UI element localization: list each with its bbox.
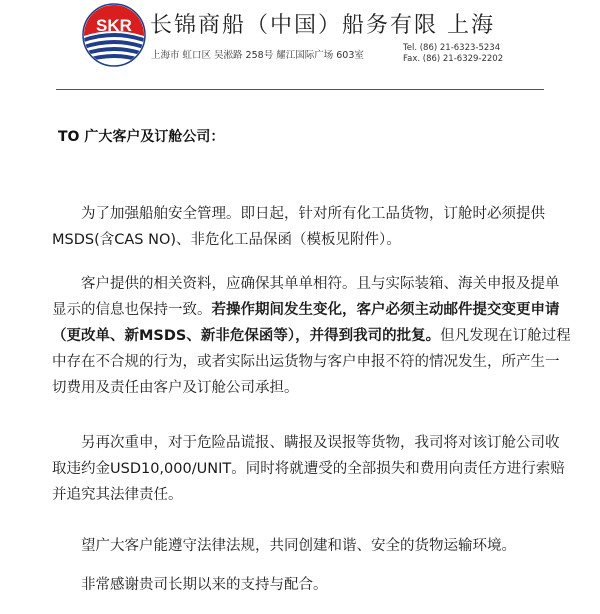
company-name: 长锦商船（中国）船务有限 上海 (150, 13, 495, 38)
company-address: 上海市 虹口区 吴淞路 258号 耀江国际广场 603室 (151, 50, 364, 61)
paragraph-2-text-b: 但凡发现在订舱过程中存在不合规的行为，或者实际出运货物与客户申报不符的情况发生，所产生一切费用及责任由客户及订舱公司承担。 (52, 328, 571, 396)
letter-paragraph-2 (52, 271, 572, 401)
letterhead-divider (56, 89, 544, 90)
company-contact (403, 43, 503, 65)
letter-paragraph-3: 另再次重申，对于危险品谎报、瞒报及误报等货物，我司将对该订舱公司收取违约金USD10,000/UNIT。同时将就遭受的全部损失和费用向责任方进行索赔并追究其法律责任。 (52, 435, 565, 503)
letter-paragraph-4: 望广大客户能遵守法律法规，共同创建和谐、安全的货物运输环境。 (81, 538, 516, 554)
logo-text: SKR (96, 16, 132, 35)
letter-paragraph-1: 为了加强船舶安全管理。即日起，针对所有化工品货物，订舱时必须提供MSDS(含CAS NO)、非危化工品保函（模板见附件）。 (52, 206, 545, 248)
letterhead (0, 0, 600, 95)
company-tel: Tel. (86) 21-6323-5234 (403, 43, 501, 53)
letter-salutation: TO 广大客户及订舱公司： (58, 129, 225, 145)
paragraph-2-bold-text: 若操作期间发生变化，客户必须主动邮件提交变更申请（更改单、新MSDS、新非危保函等），并得到我司的批复。 (52, 302, 560, 344)
paragraph-2-text-a: 客户提供的相关资料，应确保其单单相符。且与实际装箱、海关申报及提单显示的信息也保持一致。 (52, 276, 560, 318)
company-fax: Fax. (86) 21-6329-2202 (403, 54, 504, 64)
skr-logo (82, 2, 146, 68)
letter-paragraph-5: 非常感谢贵司长期以来的支持与配合。 (81, 577, 328, 593)
